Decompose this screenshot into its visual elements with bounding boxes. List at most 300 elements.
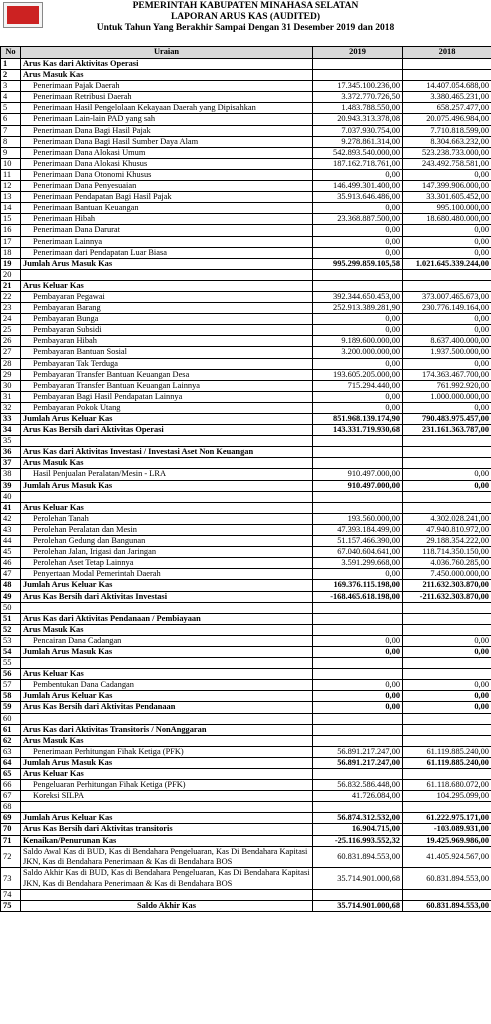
row-number: 69: [1, 813, 21, 824]
row-value-2019: 0,00: [313, 314, 403, 325]
row-value-2019: [313, 602, 403, 613]
row-number: 21: [1, 280, 21, 291]
table-row: [1, 569, 491, 580]
row-number: 20: [1, 269, 21, 280]
row-value-2018: 0,00: [403, 358, 491, 369]
row-description: Arus Kas Bersih dari Aktivitas Operasi: [21, 425, 313, 436]
row-number: 53: [1, 635, 21, 646]
row-number: 70: [1, 824, 21, 835]
row-number: 54: [1, 646, 21, 657]
table-row: [1, 813, 491, 824]
table-row: [1, 735, 491, 746]
row-value-2019: [313, 890, 403, 901]
row-value-2019: 1.483.788.550,00: [313, 103, 403, 114]
row-value-2019: [313, 658, 403, 669]
row-number: 31: [1, 391, 21, 402]
row-value-2018: 0,00: [403, 325, 491, 336]
row-number: 66: [1, 780, 21, 791]
row-value-2018: [403, 802, 491, 813]
row-description: Penerimaan Lain-lain PAD yang sah: [21, 114, 313, 125]
row-value-2018: 118.714.350.150,00: [403, 547, 491, 558]
row-value-2018: [403, 658, 491, 669]
row-description: Saldo Awal Kas di BUD, Kas di Bendahara Pengeluaran, Kas Di Bendahara Kapitasi JKN, Kas di Bendahara Penerimaan & Kas di Bendahara BOS: [21, 846, 313, 868]
row-value-2018: 7.450.000.000,00: [403, 569, 491, 580]
table-row: [1, 125, 491, 136]
row-description: Penerimaan Pajak Daerah: [21, 81, 313, 92]
row-value-2019: [313, 491, 403, 502]
row-description: Pembayaran Bunga: [21, 314, 313, 325]
row-number: 27: [1, 347, 21, 358]
row-value-2019: [313, 502, 403, 513]
row-value-2019: [313, 613, 403, 624]
row-number: 28: [1, 358, 21, 369]
row-number: 63: [1, 746, 21, 757]
row-value-2018: 231.161.363.787,00: [403, 425, 491, 436]
row-value-2019: [313, 802, 403, 813]
row-description: Saldo Akhir Kas di BUD, Kas di Bendahara Pengeluaran, Kas Di Bendahara Kapitasi JKN, Kas di Bendahara Penerimaan & Kas di Bendahara BOS: [21, 868, 313, 890]
row-description: Kenaikan/Penurunan Kas: [21, 835, 313, 846]
row-value-2019: 542.893.540.000,00: [313, 147, 403, 158]
row-value-2018: [403, 458, 491, 469]
row-value-2019: 35.913.646.486,00: [313, 192, 403, 203]
table-row: [1, 502, 491, 513]
row-value-2018: 61.119.885.240,00: [403, 746, 491, 757]
row-value-2019: [313, 713, 403, 724]
table-row: [1, 524, 491, 535]
row-value-2018: 14.407.054.688,00: [403, 81, 491, 92]
table-row: [1, 536, 491, 547]
table-row: [1, 269, 491, 280]
row-value-2018: 7.710.818.599,00: [403, 125, 491, 136]
row-number: 47: [1, 569, 21, 580]
row-description: Hasil Penjualan Peralatan/Mesin - LRA: [21, 469, 313, 480]
table-row: [1, 280, 491, 291]
row-number: 62: [1, 735, 21, 746]
row-number: 8: [1, 136, 21, 147]
row-description: Pembayaran Pegawai: [21, 291, 313, 302]
table-row: [1, 314, 491, 325]
row-description: Pembayaran Subsidi: [21, 325, 313, 336]
table-row: [1, 802, 491, 813]
row-value-2018: 0,00: [403, 646, 491, 657]
row-value-2019: 715.294.440,00: [313, 380, 403, 391]
row-description: Arus Masuk Kas: [21, 735, 313, 746]
row-value-2019: 0,00: [313, 203, 403, 214]
row-description: Pengeluaran Perhitungan Fihak Ketiga (PFK): [21, 780, 313, 791]
row-number: 10: [1, 158, 21, 169]
row-number: 50: [1, 602, 21, 613]
row-value-2018: 8.304.663.232,00: [403, 136, 491, 147]
row-value-2018: 0,00: [403, 247, 491, 258]
row-value-2019: 187.162.718.761,00: [313, 158, 403, 169]
report-title-government: PEMERINTAH KABUPATEN MINAHASA SELATAN: [132, 1, 359, 11]
row-value-2019: 47.393.184.499,00: [313, 524, 403, 535]
row-number: 3: [1, 81, 21, 92]
row-description: [21, 713, 313, 724]
row-number: 14: [1, 203, 21, 214]
row-description: Penerimaan Dana Otonomi Khusus: [21, 169, 313, 180]
row-value-2019: 0,00: [313, 325, 403, 336]
row-number: 5: [1, 103, 21, 114]
row-description: Penerimaan Pendapatan Bagi Hasil Pajak: [21, 192, 313, 203]
row-value-2018: [403, 890, 491, 901]
row-number: 42: [1, 513, 21, 524]
row-value-2018: 0,00: [403, 691, 491, 702]
row-number: 23: [1, 303, 21, 314]
row-value-2019: 9.189.600.000,00: [313, 336, 403, 347]
row-description: Arus Kas Bersih dari Aktivitas Pendanaan: [21, 702, 313, 713]
row-description: [21, 436, 313, 447]
row-value-2018: [403, 624, 491, 635]
row-value-2018: 373.007.465.673,00: [403, 291, 491, 302]
table-row: [1, 114, 491, 125]
table-row: [1, 447, 491, 458]
row-value-2019: 35.714.901.000,68: [313, 901, 403, 912]
row-value-2018: [403, 713, 491, 724]
row-description: Pembayaran Transfer Bantuan Keuangan Lainnya: [21, 380, 313, 391]
table-row: [1, 646, 491, 657]
row-value-2019: 0,00: [313, 358, 403, 369]
row-description: Penerimaan Dana Darurat: [21, 225, 313, 236]
row-value-2019: 146.499.301.400,00: [313, 181, 403, 192]
table-row: [1, 724, 491, 735]
row-value-2019: 3.200.000.000,00: [313, 347, 403, 358]
row-number: 59: [1, 702, 21, 713]
row-value-2018: 0,00: [403, 635, 491, 646]
table-row: [1, 236, 491, 247]
row-value-2018: 0,00: [403, 169, 491, 180]
row-number: 13: [1, 192, 21, 203]
table-header-row: [1, 47, 491, 59]
row-number: 17: [1, 236, 21, 247]
row-value-2018: [403, 447, 491, 458]
table-row: [1, 136, 491, 147]
report-subtitle: Untuk Tahun Yang Berakhir Sampai Dengan 31 Desember 2019 dan 2018: [96, 23, 395, 33]
row-value-2019: [313, 70, 403, 81]
table-row: [1, 436, 491, 447]
row-value-2019: 0,00: [313, 569, 403, 580]
row-description: Arus Keluar Kas: [21, 502, 313, 513]
row-number: 65: [1, 769, 21, 780]
table-row: [1, 713, 491, 724]
row-value-2019: [313, 436, 403, 447]
table-row: [1, 580, 491, 591]
row-value-2018: 0,00: [403, 236, 491, 247]
row-value-2018: 4.036.760.285,00: [403, 558, 491, 569]
table-row: [1, 491, 491, 502]
table-row: [1, 336, 491, 347]
row-value-2018: 243.492.758.581,00: [403, 158, 491, 169]
row-value-2018: [403, 70, 491, 81]
row-value-2018: -103.089.931,00: [403, 824, 491, 835]
row-value-2019: 60.831.894.553,00: [313, 846, 403, 868]
row-description: Penerimaan dari Pendapatan Luar Biasa: [21, 247, 313, 258]
row-value-2018: 174.363.467.700,00: [403, 369, 491, 380]
row-description: [21, 802, 313, 813]
row-value-2018: 1.937.500.000,00: [403, 347, 491, 358]
row-description: [21, 491, 313, 502]
row-number: 12: [1, 181, 21, 192]
row-value-2019: 67.040.604.641,00: [313, 547, 403, 558]
row-description: Penerimaan Dana Penyesuaian: [21, 181, 313, 192]
row-value-2019: 23.368.887.500,00: [313, 214, 403, 225]
table-row: [1, 169, 491, 180]
row-value-2018: [403, 436, 491, 447]
row-number: 9: [1, 147, 21, 158]
col-header-uraian: Uraian: [21, 47, 313, 59]
col-header-2018: 2018: [403, 47, 491, 59]
row-description: Arus Kas dari Aktivitas Pendanaan / Pembiayaan: [21, 613, 313, 624]
row-value-2018: 658.257.477,00: [403, 103, 491, 114]
row-value-2018: 0,00: [403, 702, 491, 713]
row-value-2018: 19.425.969.986,00: [403, 835, 491, 846]
row-value-2019: 0,00: [313, 691, 403, 702]
row-number: 72: [1, 846, 21, 868]
row-number: 40: [1, 491, 21, 502]
row-value-2019: 0,00: [313, 391, 403, 402]
row-value-2018: [403, 724, 491, 735]
row-value-2018: 61.119.885.240,00: [403, 757, 491, 768]
table-row: [1, 402, 491, 413]
table-row: [1, 358, 491, 369]
row-value-2018: 1.021.645.339.244,00: [403, 258, 491, 269]
row-description: Penerimaan Hibah: [21, 214, 313, 225]
table-row: [1, 469, 491, 480]
row-description: Pembayaran Barang: [21, 303, 313, 314]
row-value-2019: [313, 624, 403, 635]
table-row: [1, 846, 491, 868]
table-row: [1, 347, 491, 358]
row-description: Jumlah Arus Keluar Kas: [21, 414, 313, 425]
table-row: [1, 680, 491, 691]
row-value-2018: 0,00: [403, 402, 491, 413]
row-description: Pembayaran Pokok Utang: [21, 402, 313, 413]
row-value-2019: 0,00: [313, 635, 403, 646]
table-row: [1, 225, 491, 236]
row-description: Penerimaan Hasil Pengelolaan Kekayaan Daerah yang Dipisahkan: [21, 103, 313, 114]
table-row: [1, 103, 491, 114]
row-value-2019: 0,00: [313, 646, 403, 657]
row-value-2018: 33.301.605.452,00: [403, 192, 491, 203]
row-value-2019: -25.116.993.552,32: [313, 835, 403, 846]
row-description: [21, 890, 313, 901]
row-number: 4: [1, 92, 21, 103]
row-value-2019: 56.874.312.532,00: [313, 813, 403, 824]
table-row: [1, 458, 491, 469]
row-description: Pembentukan Dana Cadangan: [21, 680, 313, 691]
table-row: [1, 547, 491, 558]
row-value-2018: [403, 613, 491, 624]
row-value-2018: 0,00: [403, 314, 491, 325]
row-value-2019: 910.497.000,00: [313, 469, 403, 480]
row-value-2019: 16.904.715,00: [313, 824, 403, 835]
row-value-2019: 35.714.901.000,68: [313, 868, 403, 890]
row-value-2019: 995.299.859.105,58: [313, 258, 403, 269]
row-number: 6: [1, 114, 21, 125]
row-value-2019: [313, 735, 403, 746]
row-value-2019: [313, 724, 403, 735]
row-description: [21, 658, 313, 669]
row-number: 18: [1, 247, 21, 258]
row-number: 30: [1, 380, 21, 391]
row-value-2018: 41.405.924.567,00: [403, 846, 491, 868]
table-row: [1, 780, 491, 791]
table-row: [1, 369, 491, 380]
row-value-2018: 60.831.894.553,00: [403, 901, 491, 912]
row-description: Jumlah Arus Masuk Kas: [21, 258, 313, 269]
row-number: 29: [1, 369, 21, 380]
table-row: [1, 591, 491, 602]
row-description: Jumlah Arus Masuk Kas: [21, 480, 313, 491]
table-row: [1, 602, 491, 613]
row-value-2018: [403, 491, 491, 502]
row-value-2019: 3.372.770.726,50: [313, 92, 403, 103]
row-value-2018: 0,00: [403, 680, 491, 691]
row-description: Arus Keluar Kas: [21, 669, 313, 680]
row-value-2019: 9.278.861.314,00: [313, 136, 403, 147]
row-value-2019: [313, 280, 403, 291]
table-row: [1, 658, 491, 669]
table-row: [1, 868, 491, 890]
row-value-2019: -168.465.618.198,00: [313, 591, 403, 602]
table-row: [1, 513, 491, 524]
row-value-2019: 17.345.100.236,00: [313, 81, 403, 92]
row-number: 37: [1, 458, 21, 469]
row-number: 25: [1, 325, 21, 336]
row-value-2018: [403, 669, 491, 680]
row-value-2018: [403, 602, 491, 613]
row-value-2019: 3.591.299.668,00: [313, 558, 403, 569]
table-row: [1, 303, 491, 314]
row-description: Perolehan Gedung dan Bangunan: [21, 536, 313, 547]
report-title: LAPORAN ARUS KAS (AUDITED): [170, 12, 321, 22]
row-description: Arus Kas Bersih dari Aktivitas transitoris: [21, 824, 313, 835]
table-row: [1, 901, 491, 912]
row-value-2019: 0,00: [313, 236, 403, 247]
row-value-2019: 0,00: [313, 169, 403, 180]
row-value-2019: 56.891.217.247,00: [313, 757, 403, 768]
table-row: [1, 81, 491, 92]
row-number: 16: [1, 225, 21, 236]
row-value-2018: [403, 280, 491, 291]
table-row: [1, 425, 491, 436]
row-value-2018: 61.222.975.171,00: [403, 813, 491, 824]
table-row: [1, 835, 491, 846]
row-value-2019: 0,00: [313, 225, 403, 236]
row-value-2018: 29.188.354.222,00: [403, 536, 491, 547]
row-description: Pembayaran Transfer Bantuan Keuangan Desa: [21, 369, 313, 380]
table-row: [1, 769, 491, 780]
row-number: 32: [1, 402, 21, 413]
row-number: 71: [1, 835, 21, 846]
row-value-2019: 7.037.930.754,00: [313, 125, 403, 136]
row-description: Saldo Akhir Kas: [21, 901, 313, 912]
row-number: 2: [1, 70, 21, 81]
row-description: Perolehan Jalan, Irigasi dan Jaringan: [21, 547, 313, 558]
row-description: Penerimaan Dana Bagi Hasil Pajak: [21, 125, 313, 136]
table-row: [1, 391, 491, 402]
row-number: 64: [1, 757, 21, 768]
row-description: Arus Keluar Kas: [21, 769, 313, 780]
row-number: 1: [1, 59, 21, 70]
row-value-2019: 0,00: [313, 402, 403, 413]
row-number: 51: [1, 613, 21, 624]
row-description: Perolehan Tanah: [21, 513, 313, 524]
table-row: [1, 624, 491, 635]
table-row: [1, 92, 491, 103]
row-value-2018: 0,00: [403, 469, 491, 480]
row-value-2018: 211.632.303.870,00: [403, 580, 491, 591]
row-number: 68: [1, 802, 21, 813]
table-row: [1, 558, 491, 569]
row-number: 22: [1, 291, 21, 302]
row-value-2019: 193.605.205.000,00: [313, 369, 403, 380]
row-description: Penerimaan Retribusi Daerah: [21, 92, 313, 103]
row-value-2019: 56.891.217.247,00: [313, 746, 403, 757]
row-number: 11: [1, 169, 21, 180]
table-row: [1, 613, 491, 624]
row-value-2019: 143.331.719.930,68: [313, 425, 403, 436]
row-description: Perolehan Aset Tetap Lainnya: [21, 558, 313, 569]
row-value-2018: [403, 269, 491, 280]
row-value-2019: [313, 59, 403, 70]
row-value-2018: 4.302.028.241,00: [403, 513, 491, 524]
row-number: 75: [1, 901, 21, 912]
cash-flow-table: [0, 46, 491, 912]
row-number: 24: [1, 314, 21, 325]
col-header-no: No: [1, 47, 21, 59]
row-number: 43: [1, 524, 21, 535]
row-description: Jumlah Arus Keluar Kas: [21, 580, 313, 591]
table-row: [1, 414, 491, 425]
row-value-2019: 392.344.650.453,00: [313, 291, 403, 302]
row-value-2018: 230.776.149.164,00: [403, 303, 491, 314]
row-number: 36: [1, 447, 21, 458]
row-value-2018: [403, 502, 491, 513]
row-number: 74: [1, 890, 21, 901]
row-number: 45: [1, 547, 21, 558]
row-description: Arus Kas Bersih dari Aktivitas Investasi: [21, 591, 313, 602]
table-row: [1, 203, 491, 214]
row-value-2018: 3.380.465.231,00: [403, 92, 491, 103]
row-description: Penerimaan Dana Alokasi Umum: [21, 147, 313, 158]
row-description: Penerimaan Perhitungan Fihak Ketiga (PFK): [21, 746, 313, 757]
row-value-2018: 60.831.894.553,00: [403, 868, 491, 890]
table-row: [1, 147, 491, 158]
table-row: [1, 480, 491, 491]
table-row: [1, 691, 491, 702]
row-value-2018: [403, 735, 491, 746]
table-row: [1, 247, 491, 258]
row-value-2019: [313, 769, 403, 780]
row-description: Arus Masuk Kas: [21, 70, 313, 81]
row-value-2018: 147.399.906.000,00: [403, 181, 491, 192]
row-value-2018: -211.632.303.870,00: [403, 591, 491, 602]
row-value-2019: 20.943.313.378,08: [313, 114, 403, 125]
row-number: 44: [1, 536, 21, 547]
table-row: [1, 192, 491, 203]
row-description: Penerimaan Dana Alokasi Khusus: [21, 158, 313, 169]
row-number: 39: [1, 480, 21, 491]
row-number: 49: [1, 591, 21, 602]
row-number: 7: [1, 125, 21, 136]
row-value-2019: 169.376.115.198,00: [313, 580, 403, 591]
row-number: 61: [1, 724, 21, 735]
row-value-2018: [403, 769, 491, 780]
row-value-2019: 851.968.139.174,90: [313, 414, 403, 425]
row-description: Arus Kas dari Aktivitas Investasi / Investasi Aset Non Keuangan: [21, 447, 313, 458]
row-value-2019: 0,00: [313, 702, 403, 713]
